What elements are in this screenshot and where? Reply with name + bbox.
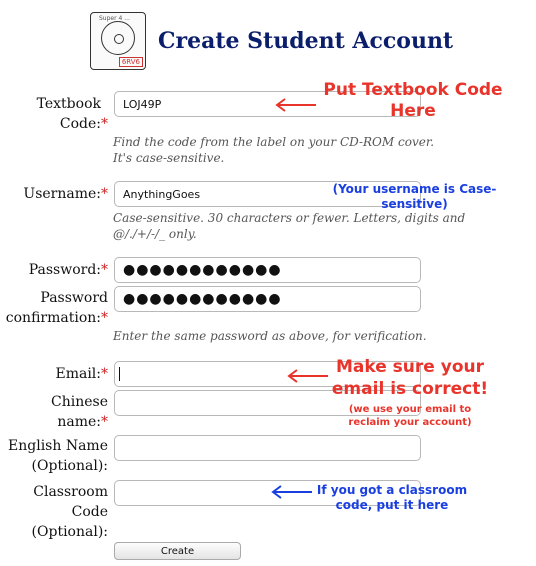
arrow-left-icon — [270, 485, 314, 499]
textbook-code-label — [31, 94, 108, 134]
cd-disc-icon — [101, 21, 135, 55]
required-mark: * — [101, 310, 108, 326]
textbook-annotation: Put Textbook Code Here — [323, 80, 503, 121]
required-mark: * — [101, 414, 108, 430]
classroom-code-label: Classroom Code (Optional): — [31, 484, 108, 540]
textbook-code-label-text: Textbook Code: — [36, 96, 101, 132]
password-label-text: Password: — [28, 262, 101, 278]
password-confirmation-label-text: Password confirmation: — [5, 290, 108, 326]
chinese-name-label-text: Chinese name: — [51, 394, 108, 430]
email-label — [55, 364, 108, 384]
textbook-code-help: Find the code from the label on your CD-ROM cover. It's case-sensitive. — [113, 135, 435, 165]
english-name-input[interactable] — [114, 435, 421, 461]
classroom-annotation: If you got a classroom code, put it here — [316, 483, 468, 512]
username-label — [23, 184, 108, 204]
english-name-label: English Name (Optional): — [8, 438, 108, 474]
password-confirmation-help: Enter the same password as above, for verification. — [113, 329, 427, 343]
required-mark: * — [101, 366, 108, 382]
username-help: Case-sensitive. 30 characters or fewer. Letters, digits and @/./+/-/_ only. — [113, 211, 466, 241]
email-annotation-sub: (we use your email to reclaim your account) — [348, 404, 472, 428]
arrow-left-icon — [286, 369, 330, 383]
chinese-name-label — [38, 392, 108, 432]
cd-rom-logo — [90, 12, 146, 70]
text-cursor — [119, 367, 120, 381]
email-label-text: Email: — [55, 366, 101, 382]
password-confirmation-label — [0, 288, 108, 328]
create-button[interactable]: Create — [114, 542, 241, 560]
arrow-left-icon — [274, 98, 318, 112]
required-mark: * — [101, 186, 108, 202]
email-annotation: Make sure your email is correct! — [331, 357, 489, 399]
password-confirmation-input[interactable] — [114, 286, 421, 312]
required-mark: * — [101, 262, 108, 278]
password-input[interactable] — [114, 257, 421, 283]
required-mark: * — [101, 116, 108, 132]
username-annotation: (Your username is Case-sensitive) — [332, 182, 497, 211]
page-title: Create Student Account — [158, 28, 454, 54]
logo-scribble: Super 4 ... — [99, 15, 130, 22]
logo-badge: 6RV6 — [119, 57, 143, 67]
password-label — [29, 260, 108, 280]
username-label-text: Username: — [23, 186, 101, 202]
